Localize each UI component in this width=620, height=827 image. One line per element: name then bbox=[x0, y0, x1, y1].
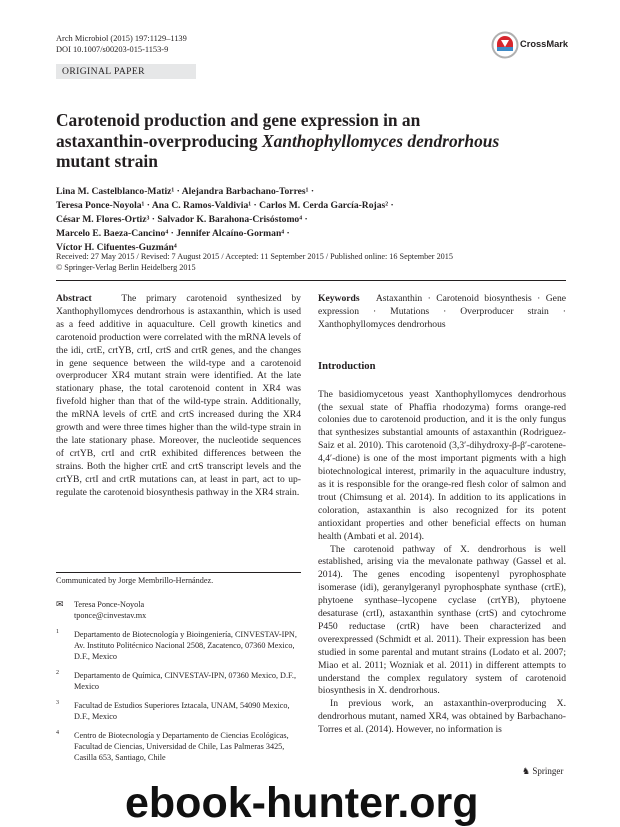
abstract-label: Abstract bbox=[56, 293, 92, 304]
envelope-icon: ✉ bbox=[56, 599, 64, 609]
intro-paragraph: The basidiomycetous yeast Xanthophyllomyces dendrorhous (the sexual state of Phaffia rhodozyma) forms orange-red colonies due to carotenoid production, and it is the only fungus that synthesizes substantial amounts of astaxanthin (Rodriguez-Saiz et al. 2010). This carotenoid (3,3′-dihydroxy-β-β′-carotene-4,4′-dione) is one of the most important pigments with a high biotechnological interest, primarily in the aquaculture industry, as it is responsible for the orange-red flesh color of salmon and trout (Chimsung et al. 2014). In addition to its applications in coloration, astaxanthin is also recognized for its potent antioxidant properties and other beneficial effects on human health (Ambati et al. 2014). bbox=[318, 388, 566, 542]
keywords-text: Astaxanthin · Carotenoid biosynthesis · Gene expression · Mutations · Overproducer strain · Xanthophyllomyces dendrorhous bbox=[318, 293, 566, 330]
article-type-tag: ORIGINAL PAPER bbox=[56, 64, 196, 79]
crossmark-icon bbox=[491, 31, 519, 59]
paper-title: Carotenoid production and gene expression in an astaxanthin-overproducing Xanthophyllomyces dendrorhous mutant strain bbox=[56, 110, 500, 171]
author-line: Marcelo E. Baeza-Cancino⁴ · Jennifer Alcaíno-Gorman⁴ · bbox=[56, 227, 290, 239]
doi[interactable]: DOI 10.1007/s00203-015-1153-9 bbox=[56, 45, 169, 54]
publication-dates: Received: 27 May 2015 / Revised: 7 August 2015 / Accepted: 11 September 2015 / Published online: 16 September 2015 © Springer-Verlag Berlin Heidelberg 2015 bbox=[56, 252, 453, 272]
journal-citation: Arch Microbiol (2015) 197:1129–1139 bbox=[56, 34, 187, 43]
intro-paragraph: The carotenoid pathway of X. dendrorhous is well established, arising via the mevalonate pathway (Gassel et al. 2014). The genes encoding isopentenyl pyrophosphate isomerase (idi), geranylgeranyl pyrophosphate synthase (crtE), phytoene synthase–lycopene cyclase (crtYB), phytoene desaturase (crtI), astaxanthin synthase (crtS) and cytochrome P450 reductase (crtR) have been characterized and overexpressed (Schmidt et al. 2011). Their expression has been studied in some parental and mutant strains (Lodato et al. 2007; Miao et al. 2011; Wozniak et al. 2011) in different attempts to understand the complex regulatory system of carotenoid biosynthesis in X. dendrorhous. bbox=[318, 543, 566, 697]
corresponding-author: Teresa Ponce-Noyola bbox=[74, 600, 145, 609]
communicated-by: Communicated by Jorge Membrillo-Hernández. bbox=[56, 576, 214, 585]
email-link[interactable]: tponce@cinvestav.mx bbox=[74, 611, 147, 620]
crossmark-label: CrossMark bbox=[520, 39, 569, 49]
abstract-text: The primary carotenoid synthesized by Xanthophyllomyces dendrorhous is astaxanthin, which is used as a feed additive in aquaculture. Cell growth kinetics and carotenoid production were correlated with the mRNA levels of the idi, crtE, crtYB, crtI, crtS and crtR genes, and the changes in gene sequence between the wild-type and a carotenoid overproducer XR4 mutant strain were identified. At the late stationary phase, the total carotenoid content in XR4 was fivefold higher than that of the wild-type strain. Additionally, the mRNA levels of crtE and crtS increased during the XR4 growth and were three times higher than the wild-type strain in the late stationary phase. Moreover, the nucleotide sequences of crtYB, crtI and crtR exhibited differences between the strains. Both the higher crtE and crtS transcript levels and the crtYB, crtI and crtR mutations can, at least in part, act to up-regulate the carotenoid biosynthesis pathway in the XR4 strain. bbox=[56, 293, 301, 498]
watermark-text: ebook-hunter.org bbox=[125, 779, 479, 827]
keywords-label: Keywords bbox=[318, 293, 360, 304]
author-line: César M. Flores-Ortiz³ · Salvador K. Barahona-Crisóstomo⁴ · bbox=[56, 213, 308, 225]
footnote-divider bbox=[56, 572, 301, 573]
author-line: Víctor H. Cifuentes-Guzmán⁴ bbox=[56, 241, 177, 253]
divider bbox=[56, 280, 566, 281]
publisher-logo: ♞ Springer bbox=[522, 766, 564, 776]
author-line: Teresa Ponce-Noyola¹ · Ana C. Ramos-Valdivia¹ · Carlos M. Cerda García-Rojas² · bbox=[56, 199, 394, 211]
abstract bbox=[56, 293, 301, 500]
intro-paragraph: In previous work, an astaxanthin-overproducing X. dendrorhous mutant, named XR4, was obtained by Barbachano-Torres et al. (2014). However, no information is bbox=[318, 698, 566, 736]
right-column bbox=[318, 293, 566, 737]
section-heading: Introduction bbox=[318, 360, 376, 372]
springer-horse-icon: ♞ bbox=[522, 766, 531, 776]
author-line: Lina M. Castelblanco-Matiz¹ · Alejandra Barbachano-Torres¹ · bbox=[56, 186, 315, 197]
author-list bbox=[56, 185, 526, 255]
